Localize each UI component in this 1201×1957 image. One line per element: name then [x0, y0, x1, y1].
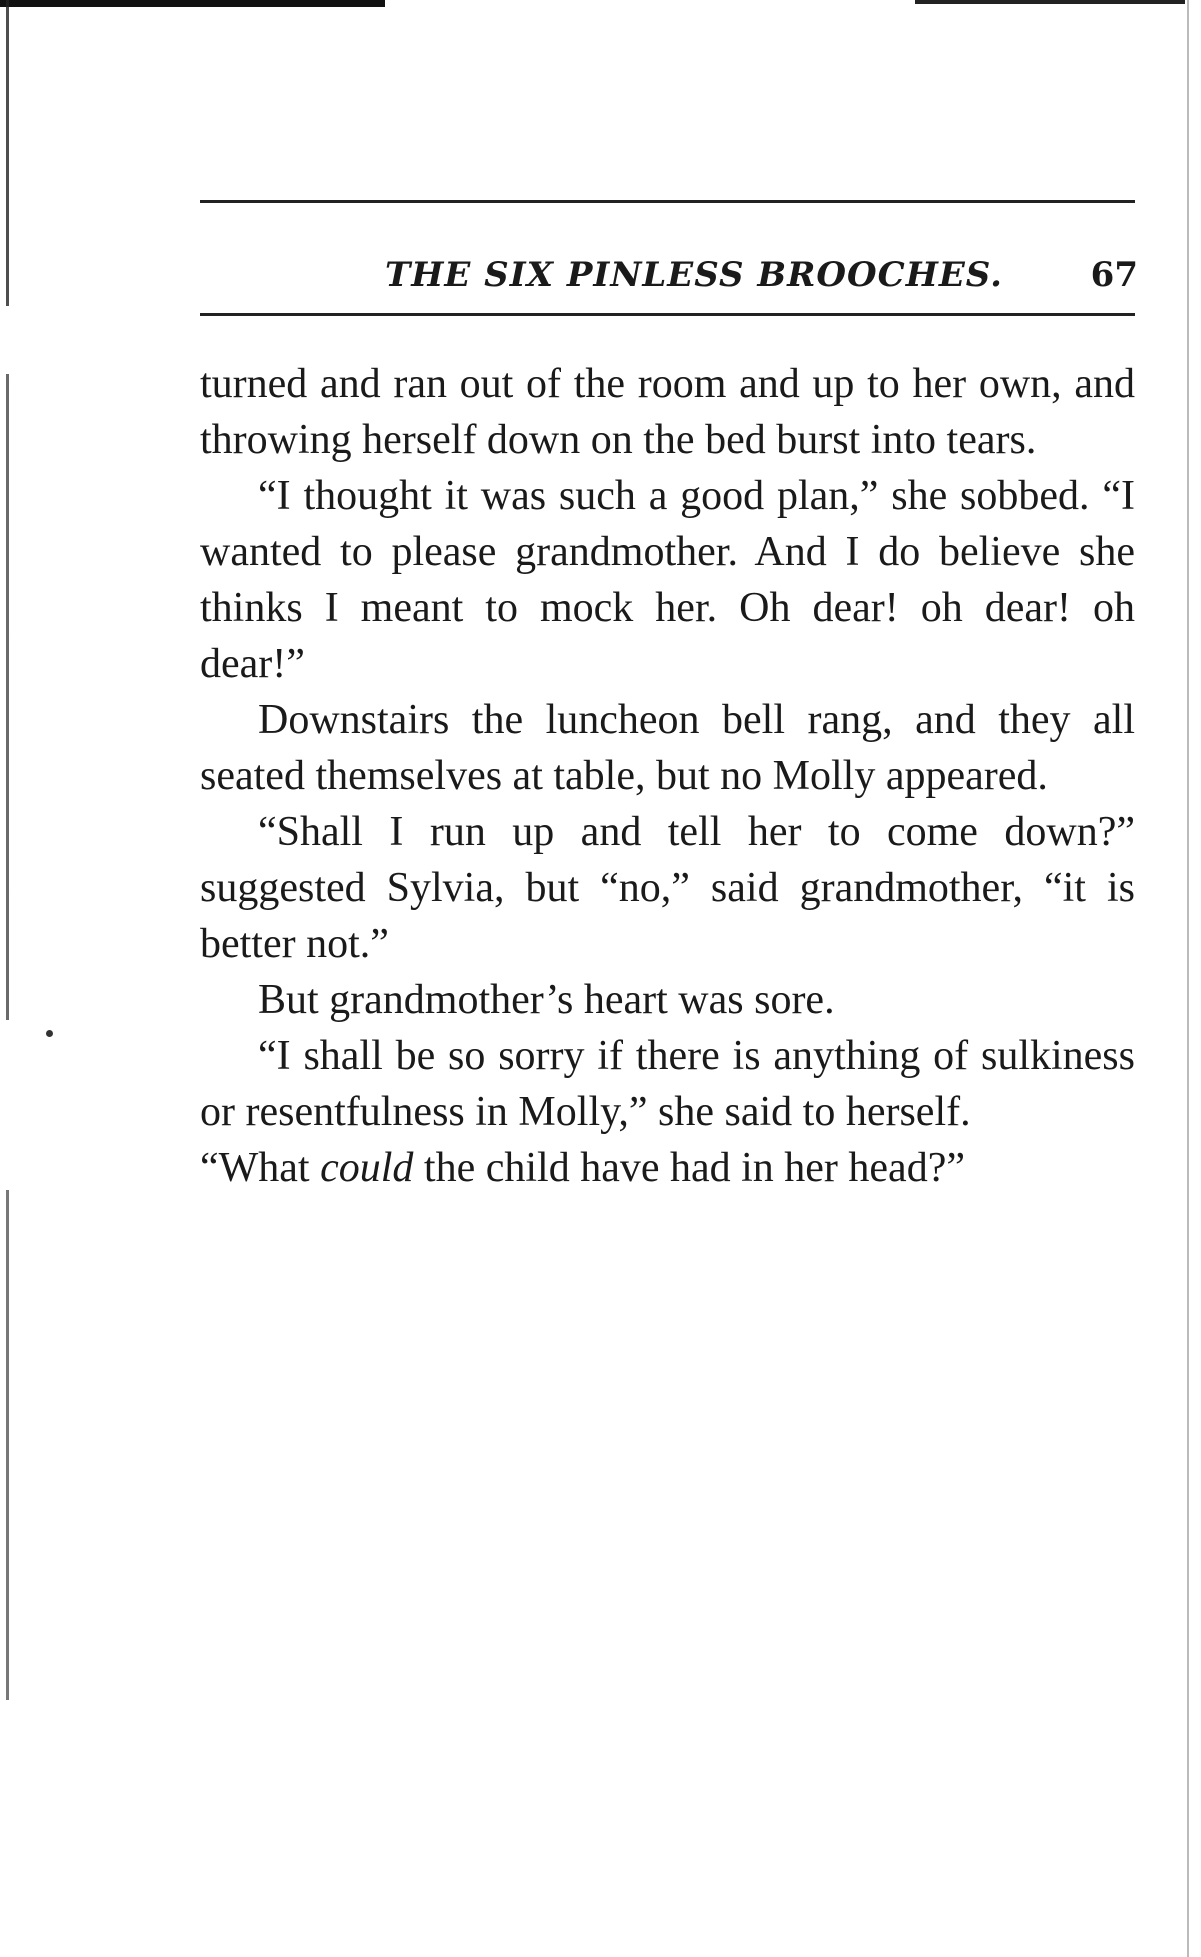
header-rule-bottom [200, 313, 1135, 316]
page-body [200, 356, 1135, 1196]
paragraph: But grandmother’s heart was sore. [258, 977, 835, 1023]
running-title: THE SIX PINLESS BROOCHES. [385, 255, 1003, 295]
paragraph: “I thought it was such a good plan,” she sobbed. “I wanted to please grandmother. And I do believe she thinks I meant to mock her. Oh dear! oh dear! oh dear!” [200, 473, 1135, 687]
page-number: 67 [1090, 255, 1138, 295]
paragraph: turned and ran out of the room and up to her own, and throwing herself down on the bed burst into tears. [200, 361, 1135, 463]
scan-edge-top-right [915, 0, 1185, 4]
scan-edge-left [6, 0, 9, 1700]
paragraph: Downstairs the luncheon bell rang, and they all seated themselves at table, but no Molly appeared. [200, 697, 1135, 799]
speck [46, 1030, 53, 1037]
paragraph-last-line [200, 1140, 1135, 1196]
paragraph: “Shall I run up and tell her to come down?” suggested Sylvia, but “no,” said grandmother, “it is better not.” [200, 809, 1135, 967]
scan-edge-top [0, 0, 385, 18]
emphasized-word: could [320, 1145, 414, 1191]
last-line-before: “What [200, 1145, 321, 1191]
book-page [200, 200, 1140, 1196]
scan-edge-right [1187, 0, 1189, 1957]
paragraph: “I shall be so sorry if there is anything of sulkiness or resentfulness in Molly,” she said to herself. [200, 1033, 1135, 1135]
last-line-after: the child have had in her head?” [413, 1145, 965, 1191]
running-header [200, 203, 1140, 313]
